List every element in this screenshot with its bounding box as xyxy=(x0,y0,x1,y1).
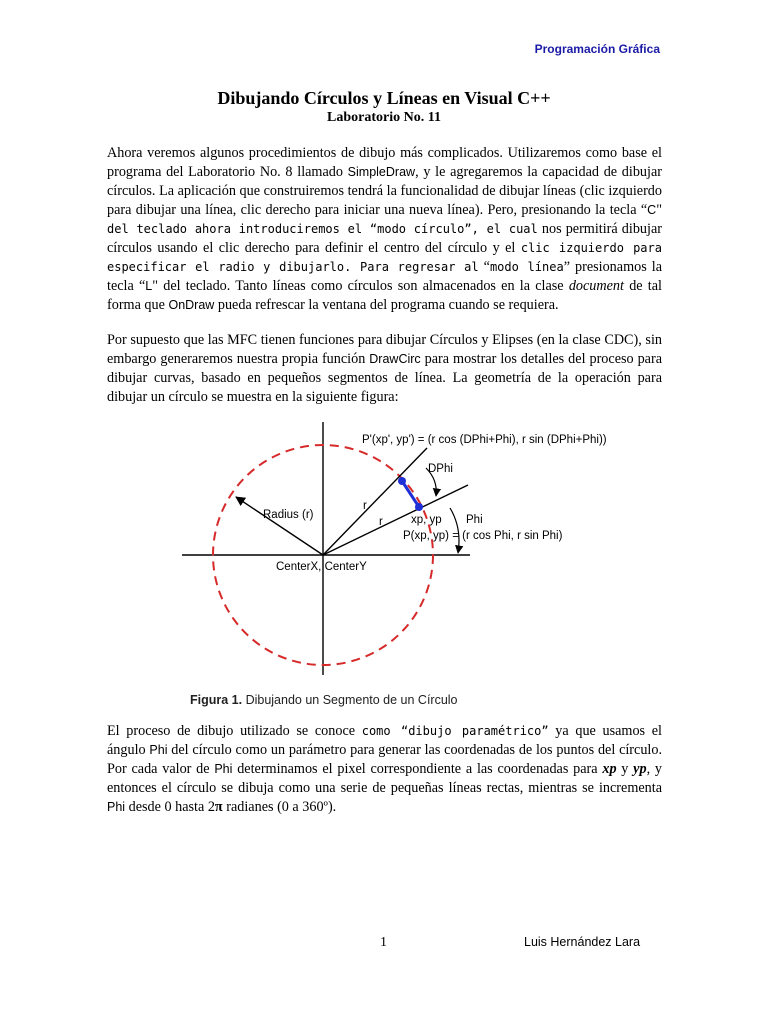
symbol-pi: π xyxy=(214,799,223,815)
p1-text-7: " del teclado. Tanto líneas como círculos son almacenados en la clase xyxy=(152,278,569,294)
document-title: Dibujando Círculos y Líneas en Visual C++ xyxy=(217,88,551,108)
label-radius: Radius (r) xyxy=(263,509,314,521)
p2-text-2: para mostrar los detalles del proceso para dibujar curvas, basado en pequeños segmentos de línea. La geometría de la operación para dibujar un círculo se muestra en la siguiente figura: xyxy=(107,351,662,405)
p1-mono-3: modo línea xyxy=(489,260,564,274)
code-phi-2: Phi xyxy=(214,762,233,776)
p3-text-8: radianes (0 a 360º). xyxy=(222,799,337,815)
course-header: Programación Gráfica xyxy=(534,42,660,56)
p1-text-1: Ahora veremos algunos procedimientos de dibujo más complicados. Utilizaremos como base el programa del Laboratorio No. 8 llamado xyxy=(107,145,662,180)
radial-line-p xyxy=(323,485,468,555)
segment-line xyxy=(402,481,419,507)
label-xpyp: xp, yp xyxy=(411,514,442,526)
document-subtitle: Laboratorio No. 11 xyxy=(327,110,441,125)
p3-text-2: ya que usamos el ángulo xyxy=(107,723,662,758)
key-c: C xyxy=(647,203,657,217)
code-simpledraw: SimpleDraw xyxy=(347,165,416,179)
p3-text-7: desde 0 hasta 2 xyxy=(125,799,215,815)
p1-text-6: ” presionamos la tecla “ xyxy=(107,259,662,294)
page-number: 1 xyxy=(380,935,387,950)
p3-text-4: determinamos el pixel correspondiente a las coordenadas para xyxy=(232,761,603,777)
caption-text: Dibujando un Segmento de un Círculo xyxy=(242,693,458,707)
p3-text-6: , y entonces el círculo se dibuja como una serie de pequeñas líneas rectas, mientras se incrementa xyxy=(107,761,662,796)
label-dphi: DPhi xyxy=(428,463,453,475)
p3-mono-1: como “dibujo paramétrico” xyxy=(361,724,549,738)
code-phi-3: Phi xyxy=(107,800,126,814)
key-l: L xyxy=(145,279,153,293)
p1-text-5: “ xyxy=(478,259,490,275)
label-p: P(xp, yp) = (r cos Phi, r sin Phi) xyxy=(403,530,563,542)
paragraph-parametric xyxy=(107,722,662,817)
code-ondraw: OnDraw xyxy=(168,298,215,312)
p1-text-2: , y le agregaremos la capacidad de dibujar círculos. La aplicación que construiremos tendrá la funcionalidad de dibujar líneas (clic izquierdo para dibujar una línea, clic derecho para iniciar una nueva línea). Pero, presionando la tecla “ xyxy=(107,164,662,218)
p2-text-1: Por supuesto que las MFC tienen funciones para dibujar Círculos y Elipses (en la clase CDC), sin embargo generaremos nuestra propia función xyxy=(107,332,662,367)
paragraph-intro xyxy=(107,144,662,315)
label-r1: r xyxy=(363,500,367,512)
p3-text-3: del círculo como un parámetro para generar las coordenadas de los puntos del círculo. Por cada valor de xyxy=(107,742,663,777)
radius-arrow xyxy=(236,497,323,555)
figure-caption xyxy=(190,693,458,707)
p1-mono-2: clic izquierdo para especificar el radio y dibujarlo. Para regresar al xyxy=(107,241,662,274)
em-document: document xyxy=(568,278,624,294)
p1-text-9: pueda refrescar la ventana del programa cuando se requiera. xyxy=(214,297,559,313)
code-phi-1: Phi xyxy=(149,743,168,757)
code-drawcirc: DrawCirc xyxy=(369,352,421,366)
label-phi: Phi xyxy=(466,514,483,526)
point-pprime xyxy=(398,477,406,485)
var-xp: xp xyxy=(602,761,617,777)
label-r2: r xyxy=(379,516,383,528)
label-pprime: P'(xp', yp') = (r cos (DPhi+Phi), r sin (DPhi+Phi)) xyxy=(362,434,607,446)
paragraph-mfc xyxy=(107,331,662,407)
p3-text-5: y xyxy=(616,761,634,777)
footer-author: Luis Hernández Lara xyxy=(524,935,641,949)
point-p xyxy=(415,503,423,511)
figure-svg xyxy=(170,410,650,680)
p1-mono-1: del teclado ahora introduciremos el “modo círculo”, el cual xyxy=(107,222,538,236)
p1-text-3: " xyxy=(656,202,662,218)
label-center: CenterX, CenterY xyxy=(276,561,367,573)
p1-text-8: de tal forma que xyxy=(107,278,662,313)
figure-circle-segment xyxy=(170,410,650,680)
var-yp: yp xyxy=(633,761,647,777)
p3-text-1: El proceso de dibujo utilizado se conoce xyxy=(107,723,362,739)
caption-label: Figura 1. xyxy=(190,693,243,707)
p1-text-4: nos permitirá dibujar círculos usando el clic derecho para definir el centro del círculo y el xyxy=(107,221,662,256)
